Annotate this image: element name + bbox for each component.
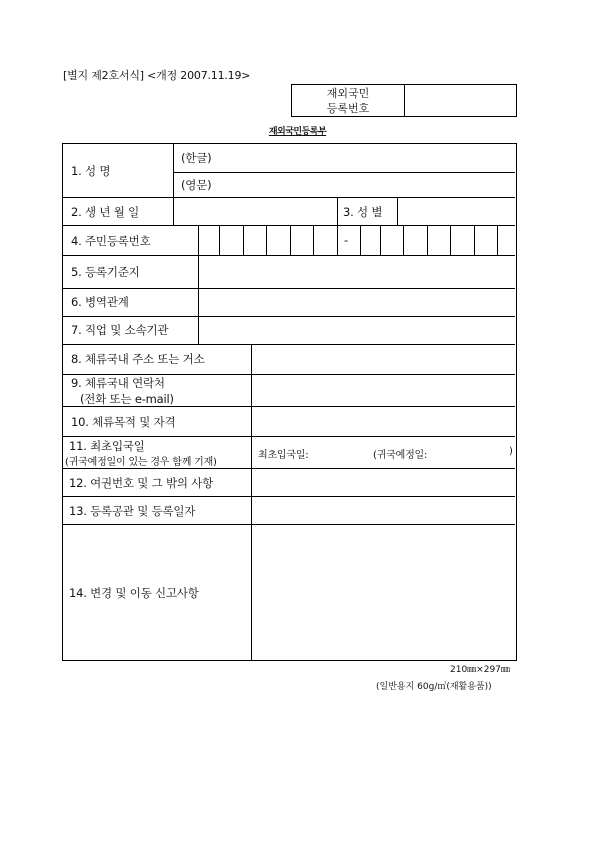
registration-number-label-line2: 등록번호 (326, 101, 370, 115)
entry-label-line1: 11. 최초입국일 (69, 439, 145, 453)
resident-id-label: 4. 주민등록번호 (71, 234, 151, 248)
purpose-label: 10. 체류목적 및 자격 (71, 415, 176, 429)
registration-number-label-line1: 재외국민 (326, 86, 370, 100)
form-number: [별지 제2호서식] <개정 2007.11.19> (63, 69, 251, 82)
registration-base-label: 5. 등록기준지 (71, 265, 140, 279)
contact-label-line1: 9. 체류국내 연락처 (71, 376, 165, 390)
passport-label: 12. 여권번호 및 그 밖의 사항 (69, 476, 214, 490)
changes-label: 14. 변경 및 이동 신고사항 (69, 586, 199, 600)
registration-number-label (292, 85, 405, 116)
paper-spec: (일반용지 60g/㎡(재활용품)) (376, 682, 492, 692)
name-english-label: (영문) (181, 178, 212, 192)
occupation-label: 7. 직업 및 소속기관 (71, 323, 169, 337)
address-label: 8. 체류국내 주소 또는 거소 (71, 352, 205, 366)
registration-office-label: 13. 등록공관 및 등록일자 (69, 504, 196, 518)
military-label: 6. 병역관계 (71, 295, 129, 309)
registration-form (62, 143, 517, 661)
registration-number-box (291, 84, 517, 117)
name-korean-label: (한글) (181, 151, 212, 165)
return-planned-close: ) (509, 446, 513, 457)
resident-id-dash: - (344, 233, 348, 247)
name-label: 1. 성 명 (71, 164, 111, 178)
entry-label-line2: (귀국예정일이 있는 경우 함께 기재) (65, 457, 217, 468)
return-planned-label: (귀국예정일: (373, 450, 428, 461)
form-title: 재외국민등록부 (268, 127, 327, 137)
birth-date-label: 2. 생 년 월 일 (71, 205, 140, 219)
paper-size: 210㎜×297㎜ (450, 665, 510, 675)
contact-label-line2: (전화 또는 e-mail) (80, 392, 174, 406)
sex-label: 3. 성 별 (343, 205, 383, 219)
first-entry-label: 최초입국일: (258, 450, 309, 461)
registration-number-field[interactable] (405, 85, 515, 115)
